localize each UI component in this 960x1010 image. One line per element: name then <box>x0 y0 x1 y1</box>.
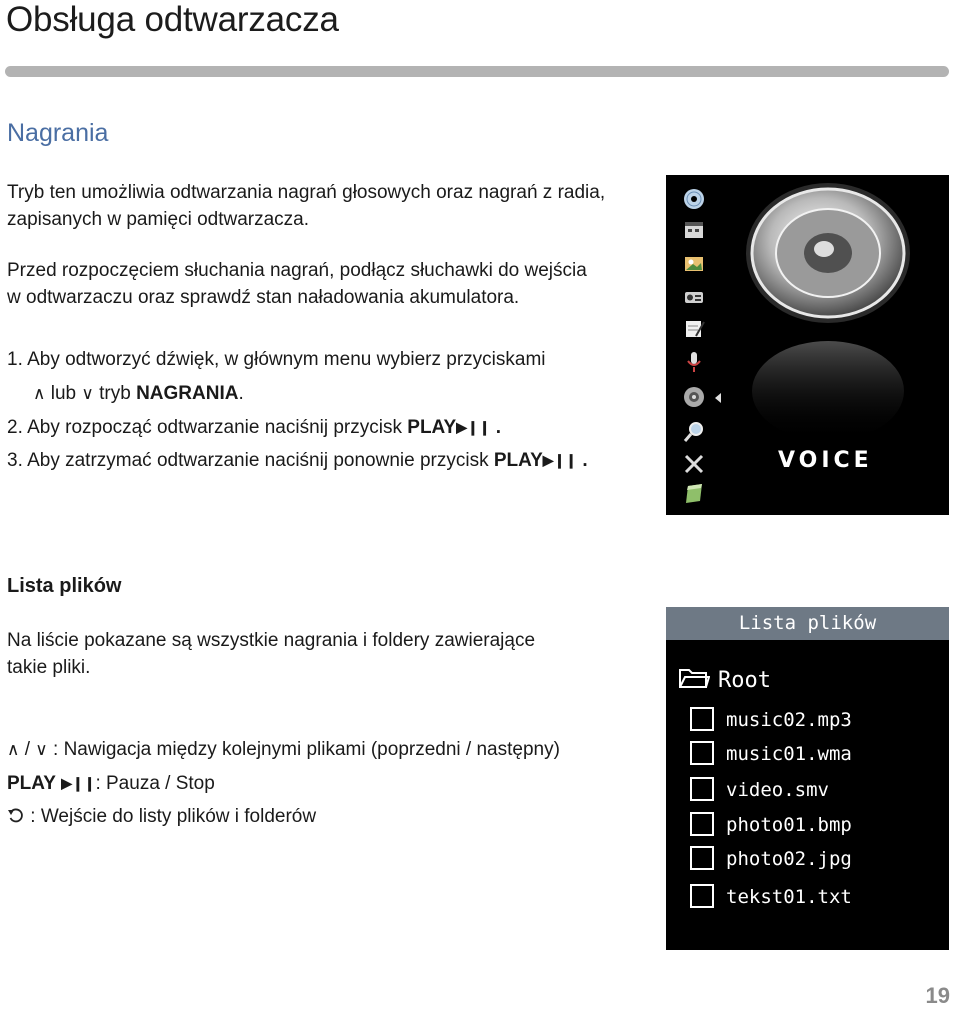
step-3 <box>7 447 588 474</box>
disc-icon <box>682 187 706 211</box>
voice-mode-label: VOICE <box>778 448 873 473</box>
up-arrow-icon: ∧ <box>7 740 20 759</box>
step-end: . <box>582 450 588 471</box>
step-1-continued <box>33 380 244 407</box>
intro-line: Tryb ten umożliwia odtwarzania nagrań głosowych oraz nagrań z radia, <box>7 182 606 203</box>
file-name: photo01.bmp <box>726 814 852 836</box>
play-instruction <box>7 770 215 797</box>
file-list-header: Lista plików <box>666 607 949 640</box>
file-row <box>690 707 852 731</box>
up-arrow-icon: ∧ <box>33 384 46 403</box>
description-line: Na liście pokazane są wszystkie nagrania i foldery zawierające <box>7 630 536 651</box>
speaker-icon <box>682 385 706 409</box>
step-number: 1. <box>7 349 23 370</box>
file-list-heading: Lista plików <box>7 575 122 597</box>
header-divider <box>5 66 949 77</box>
step-2 <box>7 414 501 441</box>
intro-line: Przed rozpoczęciem słuchania nagrań, podłącz słuchawki do wejścia <box>7 260 587 281</box>
file-checkbox <box>690 741 714 765</box>
file-checkbox <box>690 777 714 801</box>
section-heading: Nagrania <box>7 119 109 147</box>
photo-icon <box>682 251 706 275</box>
step-text: Aby odtworzyć dźwięk, w głównym menu wybierz przyciskami <box>27 349 546 370</box>
file-row <box>690 777 829 801</box>
nav-separator: / <box>24 739 31 760</box>
step-number: 2. <box>7 417 23 438</box>
step-end: . <box>238 383 244 404</box>
file-checkbox <box>690 707 714 731</box>
file-list-screen-image <box>666 607 949 950</box>
intro-line: zapisanych w pamięci odtwarzacza. <box>7 209 310 230</box>
return-text: : Wejście do listy plików i folderów <box>30 806 317 827</box>
folder-icon <box>678 666 710 690</box>
tools-icon <box>682 452 706 476</box>
notes-icon <box>682 316 706 340</box>
mode-name: NAGRANIA <box>136 383 239 404</box>
file-name: video.smv <box>726 779 829 801</box>
step-number: 3. <box>7 450 23 471</box>
play-pause-icon: ▶❙❙ <box>456 419 491 435</box>
file-row <box>690 846 852 870</box>
step-end: . <box>495 417 501 438</box>
return-instruction <box>7 803 316 830</box>
page-number: 19 <box>925 983 950 1008</box>
intro-line: w odtwarzaczu oraz sprawdź stan naładowania akumulatora. <box>7 287 520 308</box>
selection-indicator-icon <box>715 393 721 403</box>
step-1 <box>7 346 546 373</box>
file-name: music02.mp3 <box>726 709 852 731</box>
nav-instruction <box>7 736 560 763</box>
file-name: tekst01.txt <box>726 886 852 908</box>
file-checkbox <box>690 812 714 836</box>
play-pause-icon: ▶❙❙ <box>61 775 96 791</box>
page-title: Obsługa odtwarzacza <box>6 0 339 39</box>
file-name: photo02.jpg <box>726 848 852 870</box>
step-text: Aby zatrzymać odtwarzanie naciśnij ponownie przycisk <box>27 450 489 471</box>
film-icon <box>682 218 706 242</box>
description-line: takie pliki. <box>7 657 91 678</box>
play-button-label: PLAY <box>493 450 543 471</box>
return-icon <box>7 807 25 825</box>
file-checkbox <box>690 884 714 908</box>
file-name: music01.wma <box>726 743 852 765</box>
search-icon <box>682 420 706 444</box>
radio-icon <box>682 284 706 308</box>
play-pause-icon: ▶❙❙ <box>542 452 578 468</box>
file-list-description <box>7 627 647 681</box>
root-folder-row <box>678 666 771 693</box>
book-icon <box>682 481 706 505</box>
intro-paragraph-2 <box>7 257 647 311</box>
play-button-label: PLAY <box>7 773 56 794</box>
play-text: : Pauza / Stop <box>95 773 215 794</box>
step-text: tryb <box>99 383 131 404</box>
root-folder-label: Root <box>718 668 771 693</box>
loudspeaker-icon <box>728 181 943 441</box>
nav-text: : Nawigacja między kolejnymi plikami (poprzedni / następny) <box>53 739 560 760</box>
play-button-label: PLAY <box>407 417 457 438</box>
file-row <box>690 812 852 836</box>
step-text: Aby rozpocząć odtwarzanie naciśnij przycisk <box>27 417 402 438</box>
file-row <box>690 884 852 908</box>
microphone-icon <box>682 350 706 374</box>
intro-paragraph-1 <box>7 179 647 233</box>
down-arrow-icon: ∨ <box>35 740 48 759</box>
file-checkbox <box>690 846 714 870</box>
file-row <box>690 741 852 765</box>
down-arrow-icon: ∨ <box>81 384 94 403</box>
voice-screen-image <box>666 175 949 515</box>
step-text: lub <box>50 383 77 404</box>
